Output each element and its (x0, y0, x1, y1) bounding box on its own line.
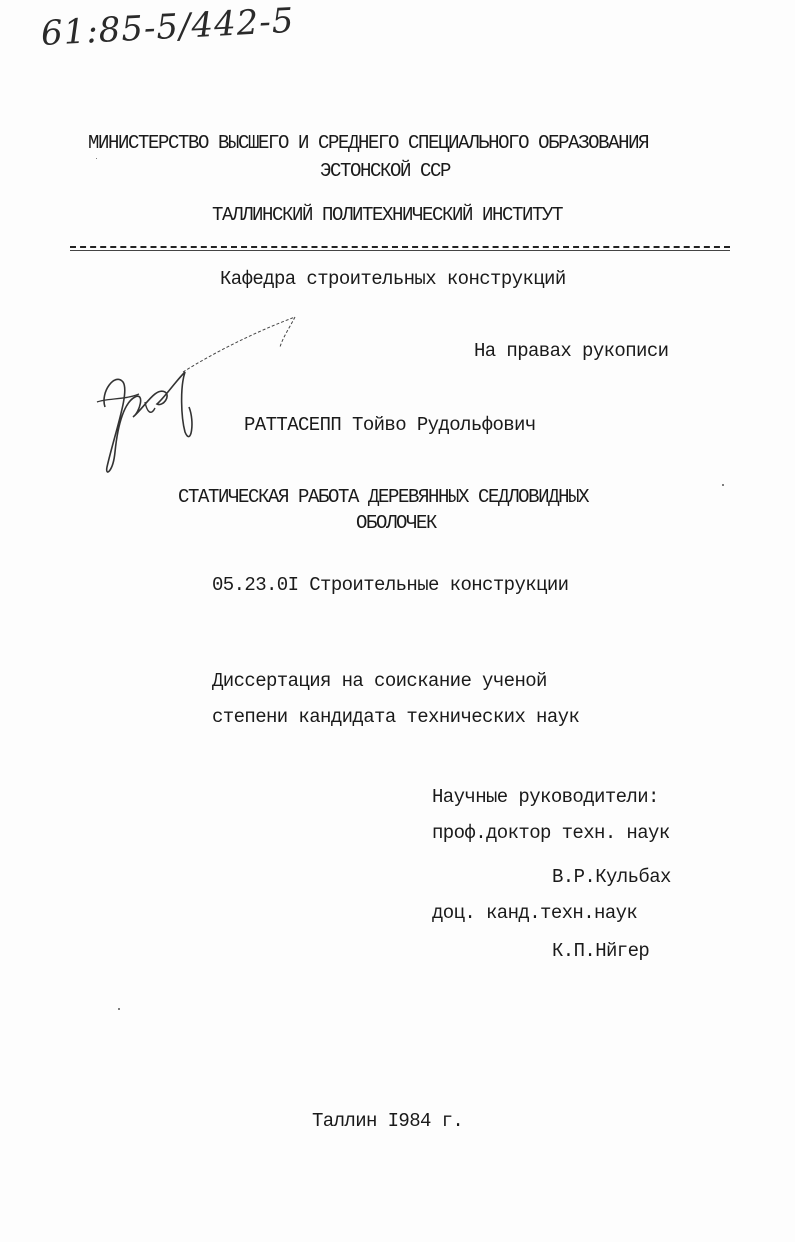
specialty-code: 05.23.0I Строительные конструкции (212, 574, 569, 596)
header-divider (70, 246, 730, 251)
scan-speck (118, 1008, 120, 1010)
author-name: РАТТАСЕПП Тойво Рудольфович (244, 414, 536, 436)
ministry-line-2: ЭСТОНСКОЙ ССР (320, 160, 451, 182)
supervisor-2-title: доц. канд.техн.наук (432, 902, 638, 924)
supervisor-1-title: проф.доктор техн. наук (432, 822, 670, 844)
dissertation-degree-line-1: Диссертация на соискание ученой (212, 670, 547, 692)
supervisor-1-name: В.Р.Кульбах (552, 866, 671, 888)
place-and-year: Таллин I984 г. (312, 1110, 464, 1132)
scan-speck (96, 158, 97, 159)
institute-name: ТАЛЛИНСКИЙ ПОЛИТЕХНИЧЕСКИЙ ИНСТИТУТ (212, 204, 563, 226)
dissertation-title-line-1: СТАТИЧЕСКАЯ РАБОТА ДЕРЕВЯННЫХ СЕДЛОВИДНЫХ (178, 486, 589, 508)
ministry-line-1: МИНИСТЕРСТВО ВЫСШЕГО И СРЕДНЕГО СПЕЦИАЛЬНОГО ОБРАЗОВАНИЯ (88, 132, 649, 154)
supervisors-heading: Научные руководители: (432, 786, 659, 808)
scan-speck (722, 484, 724, 486)
archive-number-handwritten: 61:85-5/442-5 (40, 0, 296, 54)
author-signature (85, 312, 310, 482)
department-name: Кафедра строительных конструкций (220, 268, 566, 290)
supervisor-2-name: К.П.Нйгер (552, 940, 650, 962)
dissertation-title-line-2: ОБОЛОЧЕК (356, 512, 437, 534)
manuscript-rights-note: На правах рукописи (474, 340, 669, 362)
dissertation-degree-line-2: степени кандидата технических наук (212, 706, 580, 728)
